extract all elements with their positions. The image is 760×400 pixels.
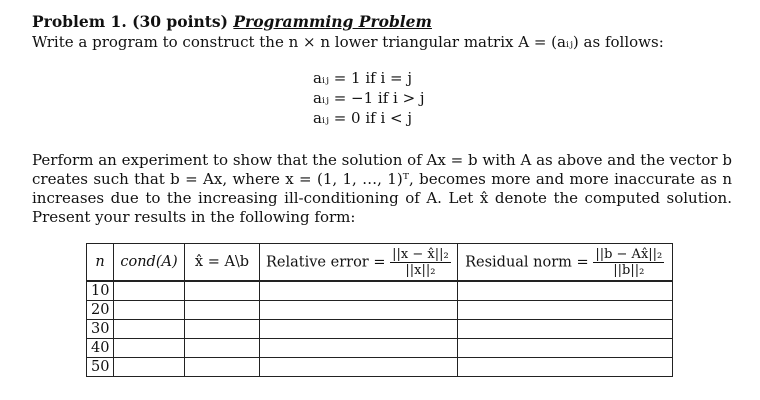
problem-intro: Write a program to construct the n × n lower triangular matrix A = (aᵢⱼ) as follows: xyxy=(32,33,664,51)
cond-cell xyxy=(114,339,185,358)
cond-cell xyxy=(114,358,185,377)
residual-norm-cell xyxy=(457,358,672,377)
table-row xyxy=(87,301,673,320)
relative-error-label: Relative error = xyxy=(266,254,386,270)
relative-error-cell xyxy=(260,281,458,301)
relative-error-cell xyxy=(260,339,458,358)
equation-upper: aᵢⱼ = 0 if i < j xyxy=(313,109,413,127)
problem-title xyxy=(32,12,732,31)
header-solve-text: x̂ = A\b xyxy=(194,254,250,270)
table-row xyxy=(87,339,673,358)
row-n-value: 30 xyxy=(87,320,114,339)
residual-norm-cell xyxy=(457,301,672,320)
solve-cell xyxy=(185,320,260,339)
matrix-definition xyxy=(313,68,425,128)
relative-error-numerator: ||x − x̂||₂ xyxy=(392,246,449,262)
residual-norm-cell xyxy=(457,281,672,301)
residual-norm-cell xyxy=(457,320,672,339)
results-table xyxy=(86,243,673,377)
relative-error-denominator: ||x||₂ xyxy=(405,262,436,278)
solve-cell xyxy=(185,301,260,320)
relative-error-cell xyxy=(260,358,458,377)
equation-diagonal: aᵢⱼ = 1 if i = j xyxy=(313,69,413,87)
row-n-value: 20 xyxy=(87,301,114,320)
table-row xyxy=(87,281,673,301)
table-header-row xyxy=(87,244,673,282)
header-cond xyxy=(114,244,185,282)
residual-norm-fraction xyxy=(593,247,664,278)
problem-subtitle: Programming Problem xyxy=(233,12,432,31)
solve-cell xyxy=(185,281,260,301)
header-residual-norm xyxy=(457,244,672,282)
problem-label: Problem 1. (30 points) xyxy=(32,12,228,31)
header-solve xyxy=(185,244,260,282)
cond-cell xyxy=(114,281,185,301)
header-n: n xyxy=(87,244,114,282)
table-row xyxy=(87,358,673,377)
solve-cell xyxy=(185,358,260,377)
relative-error-fraction xyxy=(390,247,451,278)
residual-norm-label: Residual norm = xyxy=(465,254,589,270)
cond-cell xyxy=(114,301,185,320)
row-n-value: 50 xyxy=(87,358,114,377)
relative-error-cell xyxy=(260,301,458,320)
table-row xyxy=(87,320,673,339)
residual-norm-denominator: ||b||₂ xyxy=(613,262,645,278)
relative-error-cell xyxy=(260,320,458,339)
header-cond-text: cond(A) xyxy=(120,254,178,270)
row-n-value: 40 xyxy=(87,339,114,358)
experiment-paragraph: Perform an experiment to show that the solution of Ax = b with A as above and the vector b creates such that b = Ax, where x = (1, 1, …, 1)ᵀ, becomes more and more inaccurate as n increases due to the increasing ill-conditioning of A. Let x̂ denote the computed solution. Present your results in the following form: xyxy=(32,151,732,226)
row-n-value: 10 xyxy=(87,281,114,301)
cond-cell xyxy=(114,320,185,339)
residual-norm-cell xyxy=(457,339,672,358)
header-relative-error xyxy=(260,244,458,282)
equation-lower: aᵢⱼ = −1 if i > j xyxy=(313,89,425,107)
residual-norm-numerator: ||b − Ax̂||₂ xyxy=(595,246,663,262)
solve-cell xyxy=(185,339,260,358)
